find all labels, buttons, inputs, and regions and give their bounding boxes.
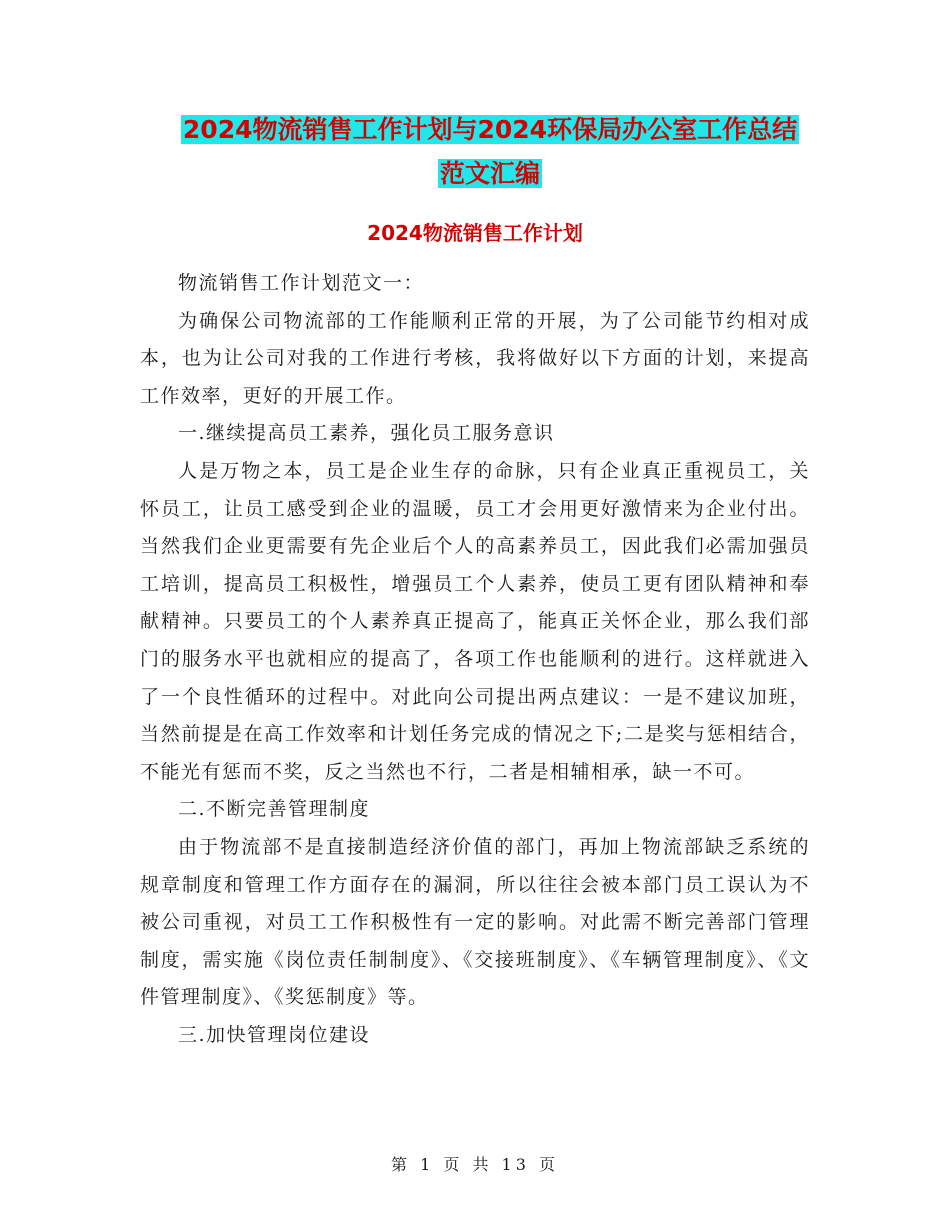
paragraph-heading: 三.加快管理岗位建设 (178, 1023, 371, 1046)
paragraph-heading: 二.不断完善管理制度 (178, 798, 371, 821)
title-highlight-1: 2024物流销售工作计划与2024环保局办公室工作总结 (182, 115, 798, 144)
document-title-line-2 (140, 156, 840, 192)
document-title-line-1 (140, 112, 840, 148)
paragraph-heading: 一.继续提高员工素养，强化员工服务意识 (178, 422, 555, 445)
section-title: 2024物流销售工作计划 (367, 221, 583, 245)
page-footer: 第 1 页 共 13 页 (391, 1155, 559, 1174)
paragraph: 物流销售工作计划范文一： (178, 272, 425, 294)
title-highlight-2: 范文汇编 (439, 159, 540, 188)
document-body (140, 265, 810, 1054)
paragraph: 由于物流部不是直接制造经济价值的部门，再加上物流部缺乏系统的规章制度和管理工作方面存在的漏洞，所以往往会被本部门员工误认为不被公司重视，对员工工作积极性有一定的影响。对此需不断完善部门管理制度，需实施《岗位责任制制度》、《交接班制度》、《车辆管理制度》、《文件管理制度》、《奖惩制度》等。 (140, 835, 810, 1009)
paragraph: 人是万物之本，员工是企业生存的命脉，只有企业真正重视员工，关怀员工，让员工感受到企业的温暖，员工才会用更好激情来为企业付出。当然我们企业更需要有先企业后个人的高素养员工，因此我们必需加强员工培训，提高员工积极性，增强员工个人素养，使员工更有团队精神和奉献精神。只要员工的个人素养真正提高了，能真正关怀企业，那么我们部门的服务水平也就相应的提高了，各项工作也能顺利的进行。这样就进入了一个良性循环的过程中。对此向公司提出两点建议：一是不建议加班，当然前提是在高工作效率和计划任务完成的情况之下;二是奖与惩相结合，不能光有惩而不奖，反之当然也不行，二者是相辅相承，缺一不可。 (140, 459, 810, 783)
paragraph: 为确保公司物流部的工作能顺利正常的开展，为了公司能节约相对成本，也为让公司对我的工作进行考核，我将做好以下方面的计划，来提高工作效率，更好的开展工作。 (140, 309, 810, 407)
